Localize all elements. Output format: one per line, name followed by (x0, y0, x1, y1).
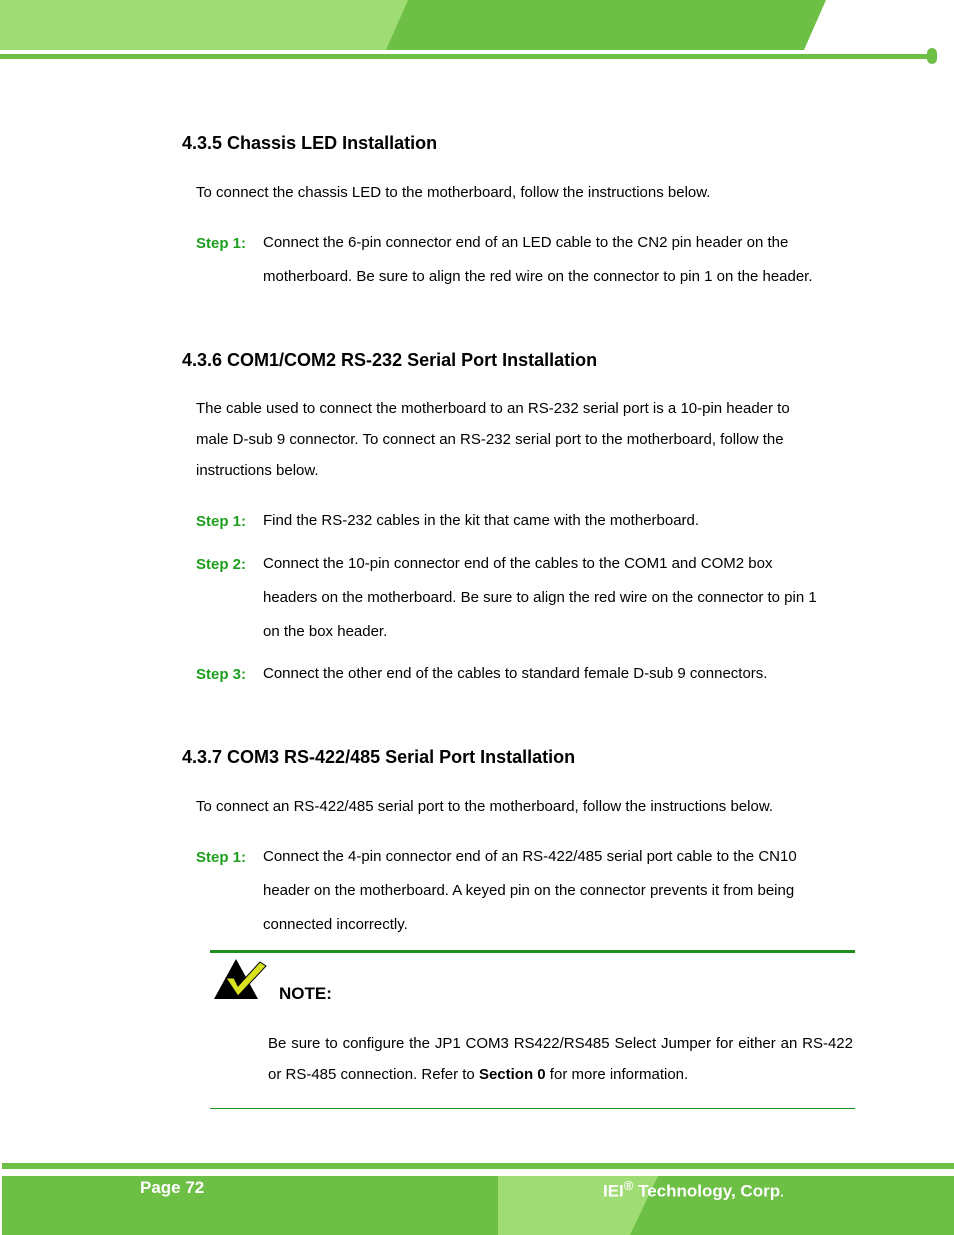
brand-iei: IEI (603, 1181, 624, 1201)
step-label: Step 1: (196, 849, 247, 866)
heading-4-3-5: 4.3.5 Chassis LED Installation (182, 133, 438, 153)
step-text: Connect the other end of the cables to standard female D-sub 9 connectors. (263, 665, 768, 682)
header-band-dark (386, 0, 826, 50)
brand-rest: Technology, Corp (633, 1181, 781, 1201)
footer-brand (603, 1178, 784, 1202)
note-section-ref: Section 0 (478, 1066, 546, 1083)
step-label: Step 1: (196, 235, 247, 252)
step-text: Connect the 10-pin connector end of the cables to the COM1 and COM2 box headers on the motherboard. Be sure to align the red wire on the connector to pin 1 on the box header. (263, 555, 817, 640)
step-label: Step 3: (196, 666, 247, 683)
step-text: Find the RS-232 cables in the kit that came with the motherboard. (263, 512, 700, 529)
checkmark-note-icon (212, 956, 270, 1002)
note-bottom-rule (210, 1108, 855, 1109)
step-label: Step 1: (196, 513, 247, 530)
intro-4-3-7: To connect an RS-422/485 serial port to the motherboard, follow the instructions below. (196, 798, 773, 815)
page-number: Page 72 (140, 1178, 205, 1197)
note-title: NOTE: (279, 984, 332, 1003)
brand-registered: ® (623, 1178, 634, 1193)
intro-4-3-6: The cable used to connect the motherboard to an RS-232 serial port is a 10-pin header to male D-sub 9 connector. To connect an RS-232 serial port to the motherboard, follow the instructions below. (196, 400, 790, 479)
note-text (268, 1028, 853, 1090)
header-band-light (0, 0, 420, 50)
header-rule (0, 54, 930, 59)
note-text-before: Be sure to configure the JP1 COM3 RS422/RS485 Select Jumper for either an RS-422 or RS-485 connection. Refer to (268, 1035, 853, 1083)
note-text-after: for more information. (545, 1066, 689, 1083)
heading-4-3-7: 4.3.7 COM3 RS-422/485 Serial Port Installation (182, 747, 576, 767)
footer-rule (2, 1163, 954, 1169)
step-label: Step 2: (196, 556, 247, 573)
heading-4-3-6: 4.3.6 COM1/COM2 RS-232 Serial Port Installation (182, 350, 598, 370)
header-rule-end (927, 48, 937, 64)
note-top-rule (210, 950, 855, 953)
step-text: Connect the 4-pin connector end of an RS-422/485 serial port cable to the CN10 header on the motherboard. A keyed pin on the connector prevents it from being connected incorrectly. (263, 848, 797, 933)
intro-4-3-5: To connect the chassis LED to the motherboard, follow the instructions below. (196, 184, 711, 201)
brand-dot: . (780, 1184, 784, 1200)
step-text: Connect the 6-pin connector end of an LED cable to the CN2 pin header on the motherboard. Be sure to align the red wire on the connector to pin 1 on the header. (263, 234, 813, 285)
